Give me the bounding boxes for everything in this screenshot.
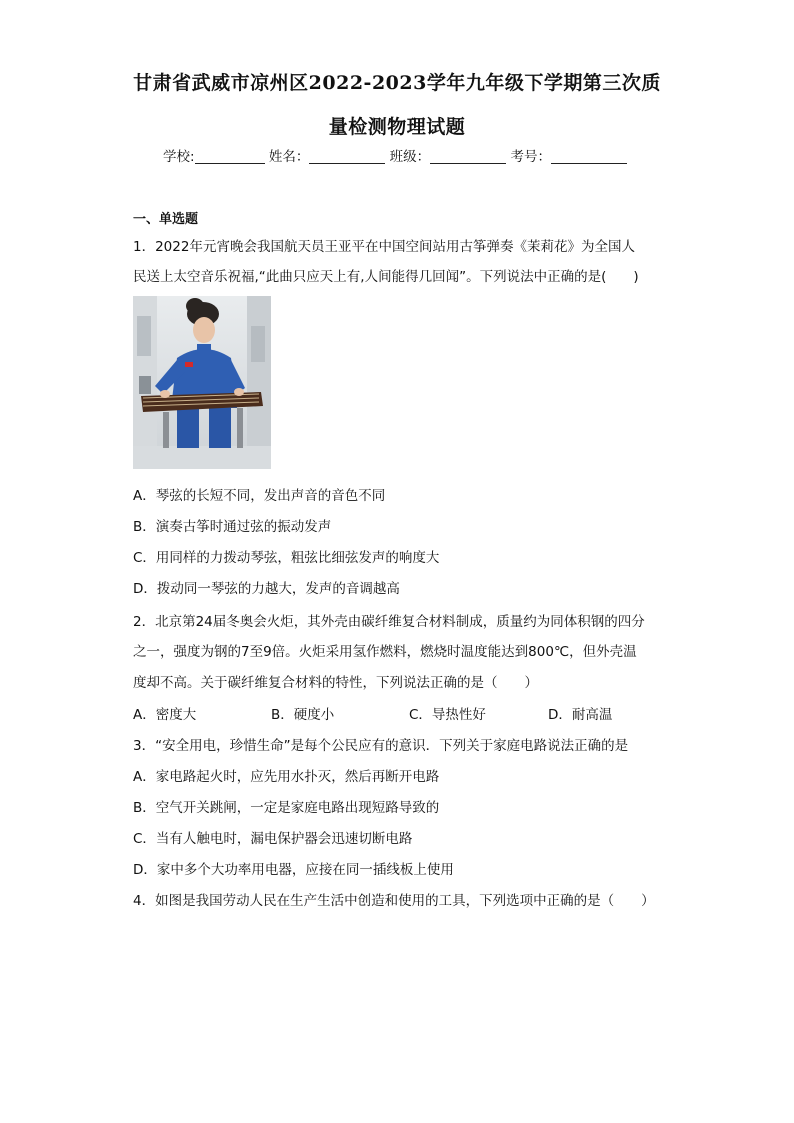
question-3-option-a[interactable]: A．家电路起火时，应先用水扑灭，然后再断开电路: [133, 769, 440, 785]
number-label: 考号：: [510, 149, 551, 165]
question-2-option-b[interactable]: B．硬度小: [271, 707, 335, 723]
question-3-text-line-1: 3．“安全用电，珍惜生命”是每个公民应有的意识．下列关于家庭电路说法正确的是: [133, 738, 629, 754]
question-3-option-c[interactable]: C．当有人触电时，漏电保护器会迅速切断电路: [133, 831, 413, 847]
question-1-text-line-1: 1．2022年元宵晚会我国航天员王亚平在中国空间站用古筝弹奏《茉莉花》为全国人: [133, 239, 635, 255]
question-1-option-a[interactable]: A．琴弦的长短不同，发出声音的音色不同: [133, 488, 386, 504]
question-2-option-a[interactable]: A．密度大: [133, 707, 197, 723]
question-1-option-d[interactable]: D．拨动同一琴弦的力越大，发声的音调越高: [133, 581, 400, 597]
document-title-line-1: 甘肃省武威市凉州区2022-2023学年九年级下学期第三次质: [133, 72, 661, 94]
question-2-text-line-3: 度却不高。关于碳纤维复合材料的特性，下列说法正确的是（ ）: [133, 675, 538, 691]
question-1-option-b[interactable]: B．演奏古筝时通过弦的振动发声: [133, 519, 332, 535]
question-2-option-c[interactable]: C．导热性好: [409, 707, 486, 723]
name-blank[interactable]: [309, 149, 385, 164]
school-blank[interactable]: [195, 149, 265, 164]
question-1-text-line-2: 民送上太空音乐祝福,“此曲只应天上有,人间能得几回闻”。下列说法中正确的是( ): [133, 269, 639, 285]
section-heading-single-choice: 一、单选题: [133, 212, 199, 227]
school-label: 学校:: [163, 149, 195, 165]
document-title-line-2: 量检测物理试题: [328, 116, 466, 138]
question-4-text-line-1: 4．如图是我国劳动人民在生产生活中创造和使用的工具，下列选项中正确的是（ ）: [133, 893, 655, 909]
question-3-option-d[interactable]: D．家中多个大功率用电器，应接在同一插线板上使用: [133, 862, 454, 878]
class-label: 班级：: [389, 149, 431, 165]
astronaut-guzheng-photo: [133, 296, 271, 469]
class-blank[interactable]: [430, 149, 506, 164]
question-1-option-c[interactable]: C．用同样的力拨动琴弦，粗弦比细弦发声的响度大: [133, 550, 440, 566]
number-blank[interactable]: [551, 149, 627, 164]
student-info-row: [163, 145, 627, 165]
question-3-option-b[interactable]: B．空气开关跳闸，一定是家庭电路出现短路导致的: [133, 800, 440, 816]
question-2-option-d[interactable]: D．耐高温: [548, 707, 613, 723]
name-label: 姓名：: [268, 149, 310, 165]
question-2-text-line-1: 2．北京第24届冬奥会火炬，其外壳由碳纤维复合材料制成，质量约为同体积钢的四分: [133, 614, 645, 630]
question-2-text-line-2: 之一，强度为钢的7至9倍。火炬采用氢作燃料，燃烧时温度能达到800℃，但外壳温: [133, 644, 637, 660]
